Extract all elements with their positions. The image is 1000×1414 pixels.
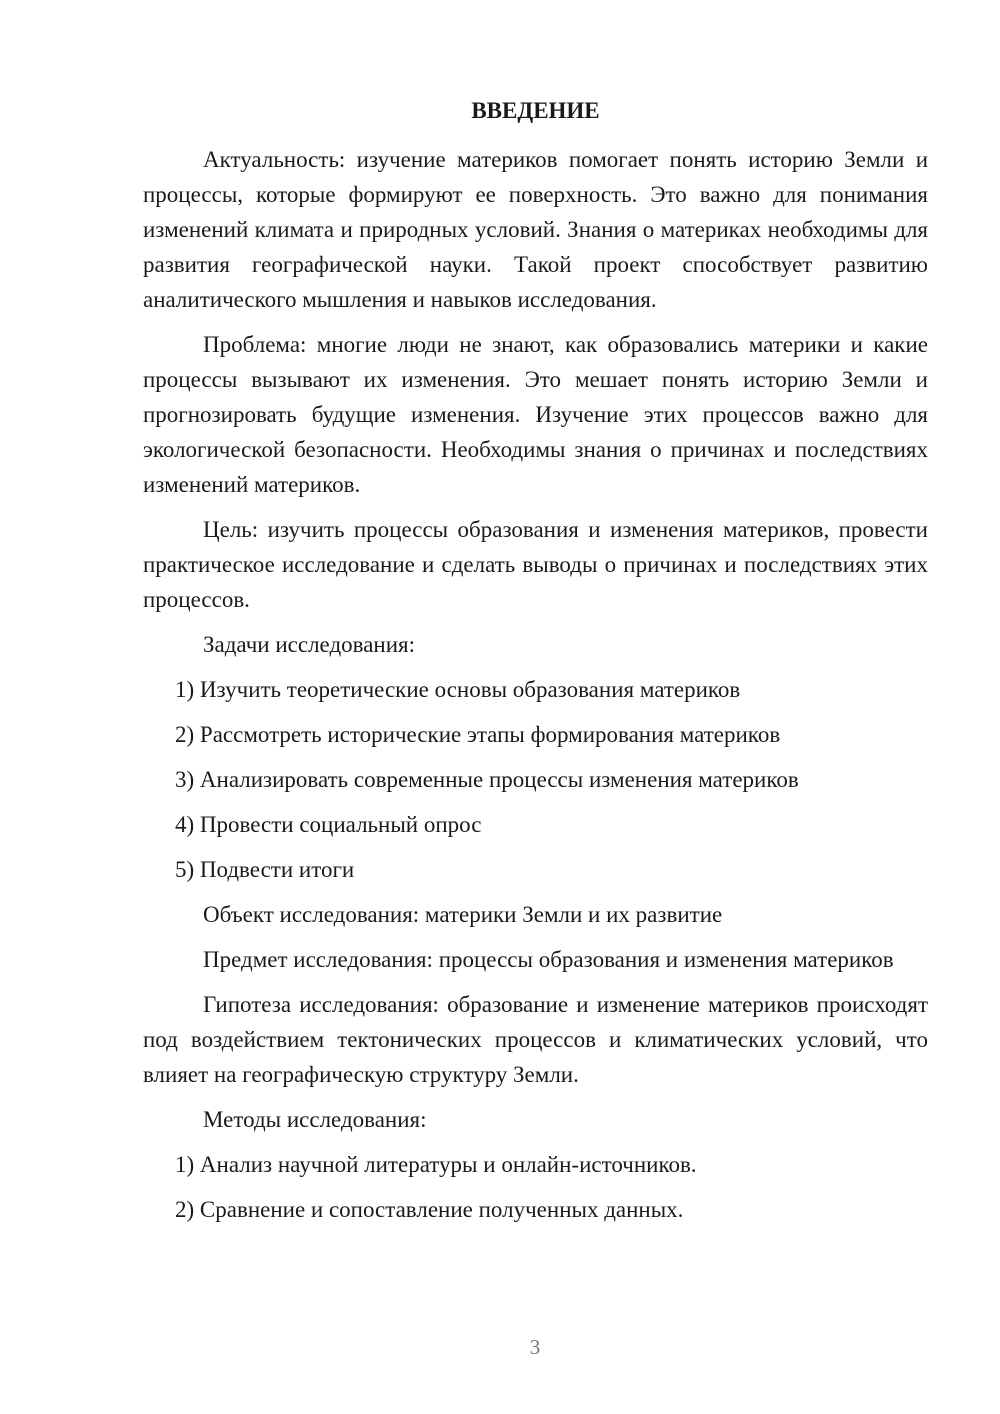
methods-title: Методы исследования:: [203, 1107, 427, 1132]
task-item: 5) Подвести итоги: [175, 857, 355, 882]
task-item: 4) Провести социальный опрос: [175, 812, 482, 837]
task-item: 3) Анализировать современные процессы изменения материков: [175, 767, 799, 792]
section-heading: ВВЕДЕНИЕ: [471, 98, 600, 123]
method-item: 2) Сравнение и сопоставление полученных данных.: [175, 1197, 684, 1222]
task-item: 1) Изучить теоретические основы образования материков: [175, 677, 741, 702]
tasks-list: [143, 672, 928, 887]
methods-list: [143, 1147, 928, 1227]
page-number: 3: [529, 1335, 541, 1359]
task-item: 2) Рассмотреть исторические этапы формирования материков: [175, 722, 781, 747]
object-paragraph: Объект исследования: материки Земли и их развитие: [203, 902, 723, 927]
hypothesis-paragraph: Гипотеза исследования: образование и изменение материков происходят под воздействием тектонических процессов и климатических условий, что влияет на географическую структуру Земли.: [143, 992, 928, 1087]
subject-paragraph: Предмет исследования: процессы образования и изменения материков: [203, 947, 894, 972]
document-body: [143, 142, 928, 1237]
method-item: 1) Анализ научной литературы и онлайн-источников.: [175, 1152, 697, 1177]
goal-paragraph: Цель: изучить процессы образования и изменения материков, провести практическое исследование и сделать выводы о причинах и последствиях этих процессов.: [143, 517, 928, 612]
tasks-title: Задачи исследования:: [203, 632, 416, 657]
relevance-paragraph: Актуальность: изучение материков помогает понять историю Земли и процессы, которые формируют ее поверхность. Это важно для понимания изменений климата и природных условий. Знания о материках необходимы для развития географической науки. Такой проект способствует развитию аналитического мышления и навыков исследования.: [143, 147, 928, 312]
problem-paragraph: Проблема: многие люди не знают, как образовались материки и какие процессы вызывают их изменения. Это мешает понять историю Земли и прогнозировать будущие изменения. Изучение этих процессов важно для экологической безопасности. Необходимы знания о причинах и последствиях изменений материков.: [143, 332, 928, 497]
